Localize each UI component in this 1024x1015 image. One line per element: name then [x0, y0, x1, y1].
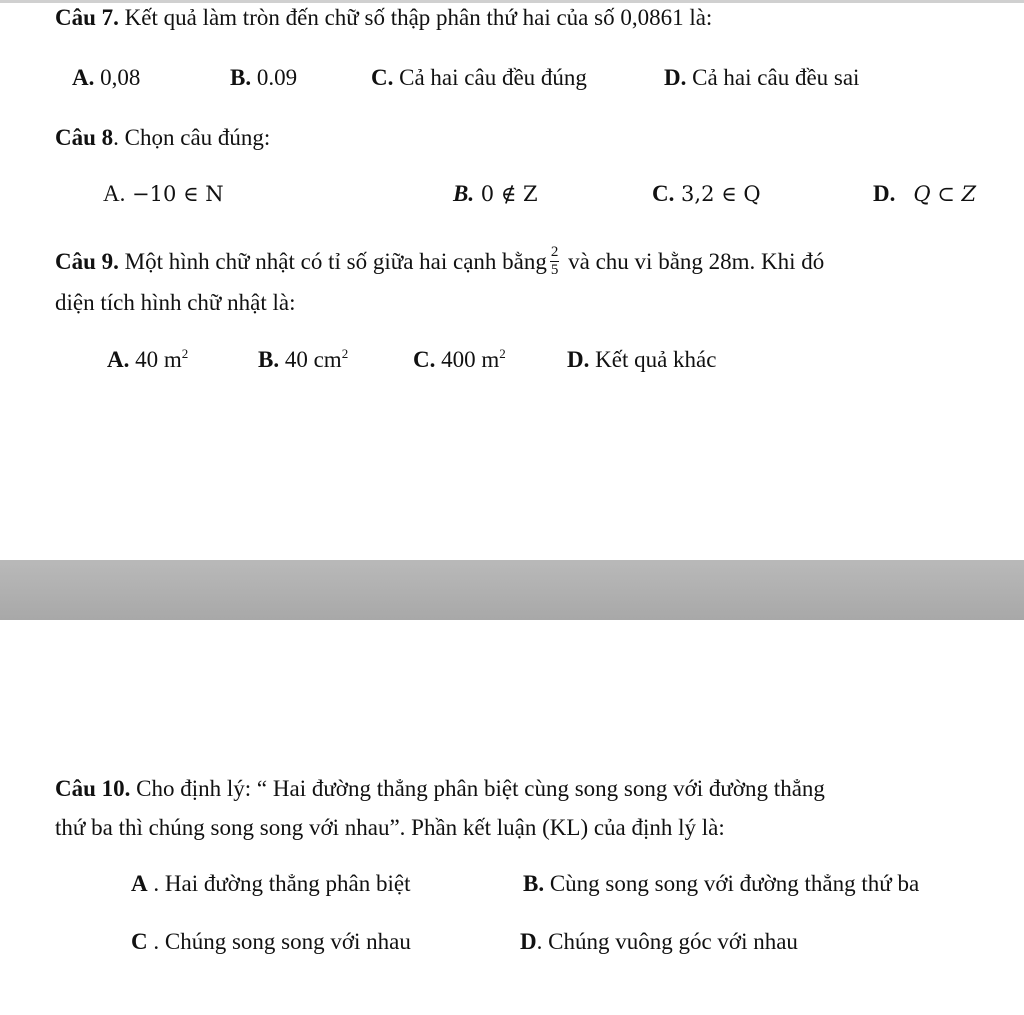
top-edge-bar — [0, 0, 1024, 3]
question-8-number: Câu 8 — [55, 125, 114, 150]
q9-option-c[interactable]: C. 400 $m^2$ — [413, 346, 506, 372]
q9-option-b[interactable]: B. 40 $cm^2$ — [258, 346, 349, 372]
question-10-text: Cho định lý: “ Hai đường thẳng phân biệt cùng song song với đường thẳng — [130, 776, 825, 801]
page-divider-band — [0, 560, 1024, 620]
question-8 — [55, 126, 270, 149]
question-9-line-2: diện tích hình chữ nhật là: — [55, 290, 296, 315]
q10-option-c[interactable]: C . Chúng song song với nhau — [131, 929, 411, 954]
question-9-text-start: Một hình chữ nhật có tỉ số giữa hai cạnh bằng — [118, 248, 547, 274]
q8-option-a[interactable]: A. −10 ∈ N — [103, 181, 224, 206]
q8-option-b[interactable]: B. 0 ∉ Z — [453, 181, 538, 206]
q7-option-c[interactable]: C. Cả hai câu đều đúng — [371, 65, 587, 90]
question-7 — [55, 6, 712, 29]
question-8-text: . Chọn câu đúng: — [113, 125, 271, 150]
q10-option-d[interactable]: D. Chúng vuông góc với nhau — [520, 929, 798, 954]
q8-option-d[interactable]: D. Q ⊂ Z — [873, 181, 977, 206]
q10-option-a[interactable]: A . Hai đường thẳng phân biệt — [131, 871, 411, 896]
q7-option-b[interactable]: B. 0.09 — [230, 65, 298, 90]
question-7-number: Câu 7. — [55, 5, 119, 30]
question-10-number: Câu 10. — [55, 776, 131, 801]
q7-option-a[interactable]: A. 0,08 — [72, 65, 141, 90]
q9-option-a[interactable]: A. 40 $m^2$ — [107, 346, 189, 372]
question-9 — [55, 244, 825, 280]
q10-option-b[interactable]: B. Cùng song song với đường thẳng thứ ba — [523, 871, 920, 896]
q9-option-d[interactable]: D. Kết quả khác — [567, 347, 717, 372]
question-10-line-2: thứ ba thì chúng song song với nhau”. Phần kết luận (KL) của định lý là: — [55, 815, 725, 840]
question-9-number: Câu 9. — [55, 248, 119, 274]
question-9-text-end: và chu vi bằng 28m. Khi đó — [562, 248, 825, 274]
fraction-two-fifths: $\frac{2}{5}$ — [550, 244, 559, 278]
q7-option-d[interactable]: D. Cả hai câu đều sai — [664, 65, 860, 90]
question-10 — [55, 777, 825, 800]
question-7-text: Kết quả làm tròn đến chữ số thập phân thứ hai của số 0,0861 là: — [118, 5, 713, 30]
q8-option-c[interactable]: C. 3,2 ∈ Q — [652, 181, 761, 206]
